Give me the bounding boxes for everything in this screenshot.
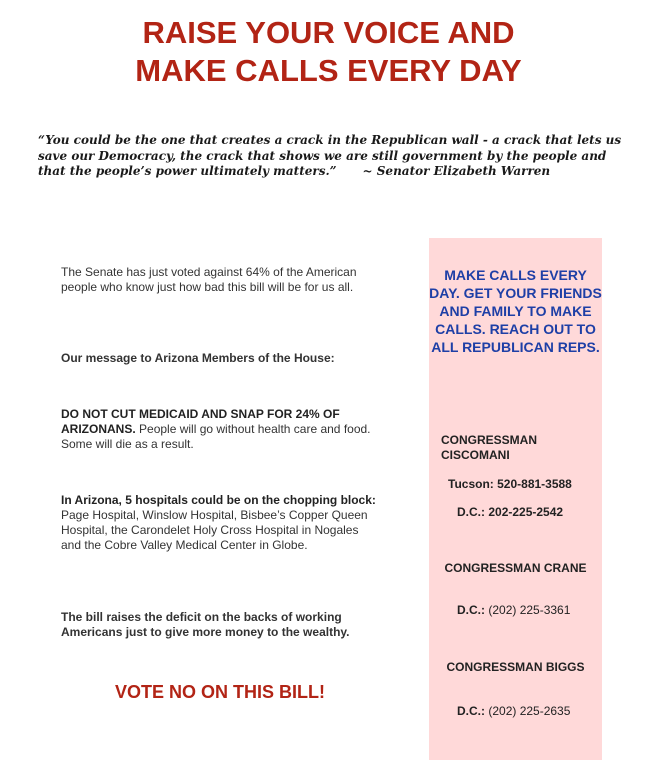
title-line-2: MAKE CALLS EVERY DAY [135, 53, 522, 88]
hospitals-heading: In Arizona, 5 hospitals could be on the chopping block: [61, 493, 376, 507]
rep-phone-biggs-dc [457, 704, 570, 719]
rep-name-biggs: CONGRESSMAN BIGGS [446, 660, 585, 674]
hospitals-text: Page Hospital, Winslow Hospital, Bisbee’s Copper Queen Hospital, the Carondelet Holy Cross Hospital in Nogales and the Cobre Valley Medical Center in Globe. [61, 508, 368, 552]
medicaid-paragraph [61, 407, 381, 452]
quote-text: “You could be the one that creates a crack in the Republican wall - a crack that lets us save our Democracy, the crack that shows we are still government by the people and that the people’s power ultimately matters.” [38, 133, 622, 178]
message-intro: Our message to Arizona Members of the House: [61, 351, 335, 365]
call-panel [429, 238, 602, 760]
rep-name-ciscomani: CONGRESSMAN CISCOMANI [441, 433, 538, 462]
quote-attribution: ~ Senator Elizabeth Warren [362, 164, 551, 178]
phone-number: 520-881-3588 [497, 477, 572, 491]
phone-label: D.C.: [457, 505, 485, 519]
phone-label: Tucson: [448, 477, 494, 491]
medicaid-heading: DO NOT CUT MEDICAID AND SNAP FOR 24% OF ARIZONANS. [61, 407, 340, 436]
medicaid-text: People will go without health care and food. Some will die as a result. [61, 422, 371, 451]
warren-quote [38, 133, 623, 180]
phone-number: 202-225-2542 [488, 505, 564, 519]
rep-phone-ciscomani-tucson [448, 477, 572, 492]
rep-phone-ciscomani-dc [457, 505, 563, 520]
hospitals-paragraph [61, 493, 381, 553]
vote-no-callout: VOTE NO ON THIS BILL! [115, 682, 325, 702]
call-headline: MAKE CALLS EVERY DAY. GET YOUR FRIENDS AND FAMILY TO MAKE CALLS. REACH OUT TO ALL REPUBLICAN REPS. [429, 267, 602, 355]
rep-name-crane: CONGRESSMAN CRANE [444, 561, 587, 575]
phone-label: D.C.: [457, 603, 485, 617]
phone-number: (202) 225-3361 [488, 603, 571, 617]
rep-phone-crane-dc [457, 603, 570, 618]
title-line-1: RAISE YOUR VOICE AND [142, 15, 515, 50]
deficit-paragraph: The bill raises the deficit on the backs of working Americans just to give more money to the wealthy. [61, 610, 350, 639]
page-title [0, 14, 657, 90]
phone-label: D.C.: [457, 704, 485, 718]
senate-vote-paragraph: The Senate has just voted against 64% of the American people who know just how bad this bill will be for us all. [61, 265, 357, 294]
phone-number: (202) 225-2635 [488, 704, 571, 718]
